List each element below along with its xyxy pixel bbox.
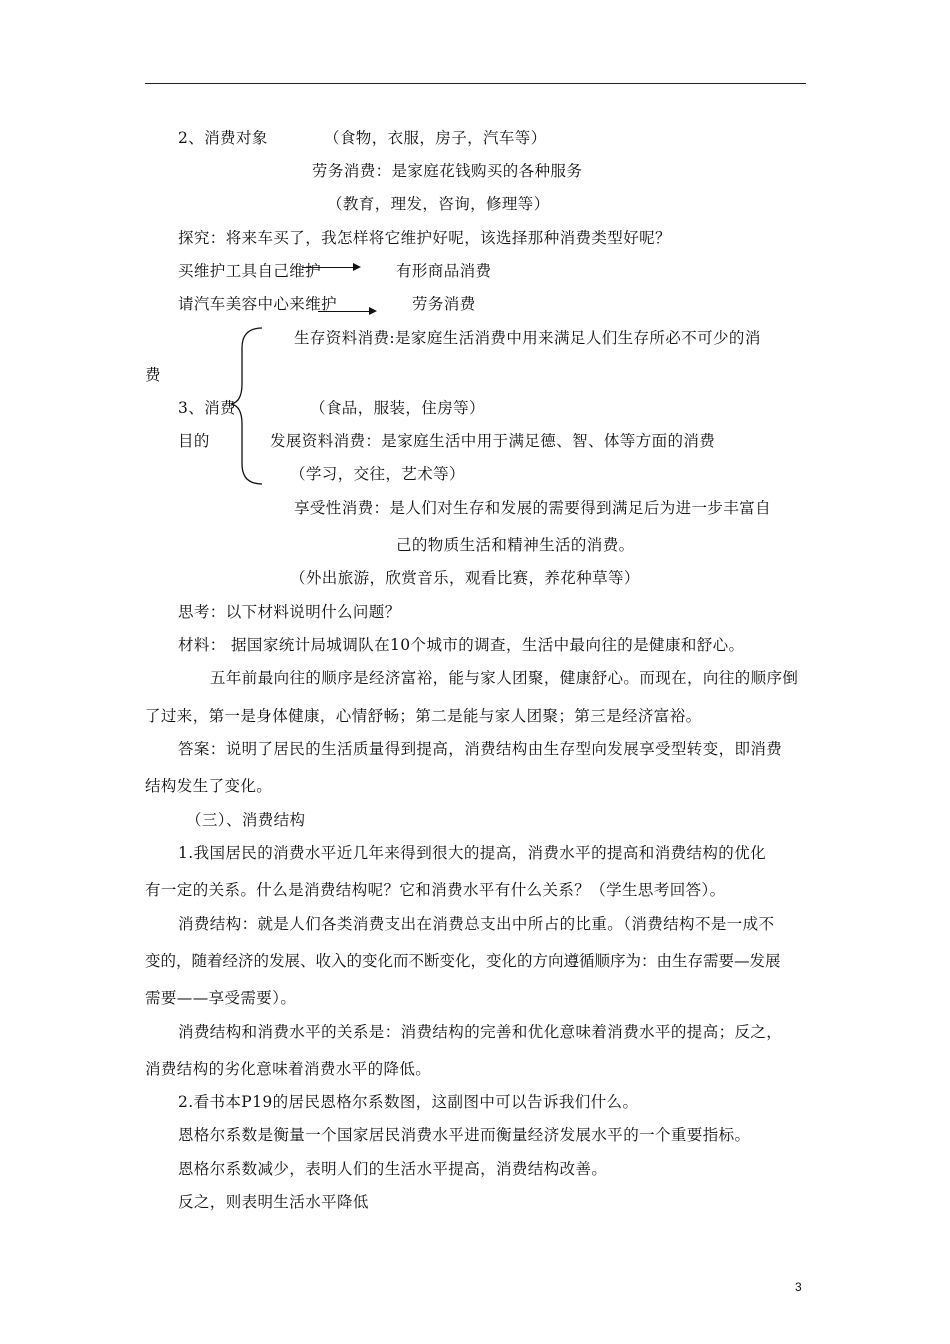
text-line: 需要——享受需要）。: [145, 989, 297, 1007]
text-line: 五年前最向往的顺序是经济富裕，能与家人团聚，健康舒心。而现在，向往的顺序倒: [210, 669, 799, 687]
text-line: 消费结构和消费水平的关系是：消费结构的完善和优化意味着消费水平的提高；反之，: [178, 1023, 783, 1041]
text-line: 思考：以下材料说明什么问题？: [178, 603, 401, 621]
text-line: 发展资料消费：是家庭生活中用于满足德、智、体等方面的消费: [270, 432, 716, 450]
text-line: 恩格尔系数是衡量一个国家居民消费水平进而衡量经济发展水平的一个重要指标。: [178, 1126, 751, 1144]
text-line: 享受性消费：是人们对生存和发展的需要得到满足后为进一步丰富自: [294, 499, 772, 517]
text-line: 2.看书本P19的居民恩格尔系数图，这副图中可以告诉我们什么。: [178, 1093, 639, 1111]
arrow-icon: [302, 267, 359, 268]
text-line: （食物，衣服，房子，汽车等）: [324, 129, 547, 147]
text-line: 劳务消费: [412, 295, 476, 313]
arrow-icon: [318, 311, 375, 312]
text-line: 1.我国居民的消费水平近几年来得到很大的提高，消费水平的提高和消费结构的优化: [178, 844, 766, 862]
text-line: 劳务消费：是家庭花钱购买的各种服务: [312, 162, 583, 180]
text-line: （食品，服装，住房等）: [310, 399, 485, 417]
text-line: 了过来，第一是身体健康，心情舒畅；第二是能与家人团聚；第三是经济富裕。: [145, 707, 702, 725]
text-line: 探究：将来车买了，我怎样将它维护好呢，该选择那种消费类型好呢？: [178, 229, 671, 247]
text-line: 己的物质生活和精神生活的消费。: [396, 536, 635, 554]
text-line: 消费结构的劣化意味着消费水平的降低。: [145, 1060, 432, 1078]
text-line: 变的，随着经济的发展、收入的变化而不断变化，变化的方向遵循顺序为：由生存需要—发展: [145, 952, 781, 970]
text-line: 答案：说明了居民的生活质量得到提高，消费结构由生存型向发展享受型转变，即消费: [178, 740, 783, 758]
text-line: 生存资料消费:是家庭生活消费中用来满足人们生存所必不可少的消: [294, 329, 761, 347]
text-line: 费: [145, 366, 161, 384]
text-line: 3、消费: [178, 399, 236, 417]
text-line: 买维护工具自己维护: [178, 262, 322, 280]
text-line: 消费结构：就是人们各类消费支出在消费总支出中所占的比重。（消费结构不是一成不: [178, 915, 775, 933]
text-line: （学习，交往，艺术等）: [290, 465, 465, 483]
text-line: 有形商品消费: [396, 262, 492, 280]
text-line: 请汽车美容中心来维护: [178, 295, 338, 313]
text-line: （外出旅游，欣赏音乐，观看比赛，养花种草等）: [290, 569, 640, 587]
text-line: 2、消费对象: [178, 129, 268, 147]
section-heading: （三）、消费结构: [186, 811, 306, 829]
text-line: 结构发生了变化。: [145, 777, 273, 795]
text-line: （教育，理发，咨询，修理等）: [327, 195, 550, 213]
header-rule: [145, 83, 806, 84]
page-number: 3: [795, 1280, 802, 1294]
text-line: 反之，则表明生活水平降低: [178, 1193, 369, 1211]
text-line: 有一定的关系。什么是消费结构呢？它和消费水平有什么关系？（学生思考回答）。: [145, 881, 726, 899]
text-line: 目的: [178, 432, 210, 450]
text-line: 恩格尔系数减少，表明人们的生活水平提高，消费结构改善。: [178, 1160, 608, 1178]
text-line: 材料： 据国家统计局城调队在10个城市的调查，生活中最向往的是健康和舒心。: [178, 636, 745, 654]
